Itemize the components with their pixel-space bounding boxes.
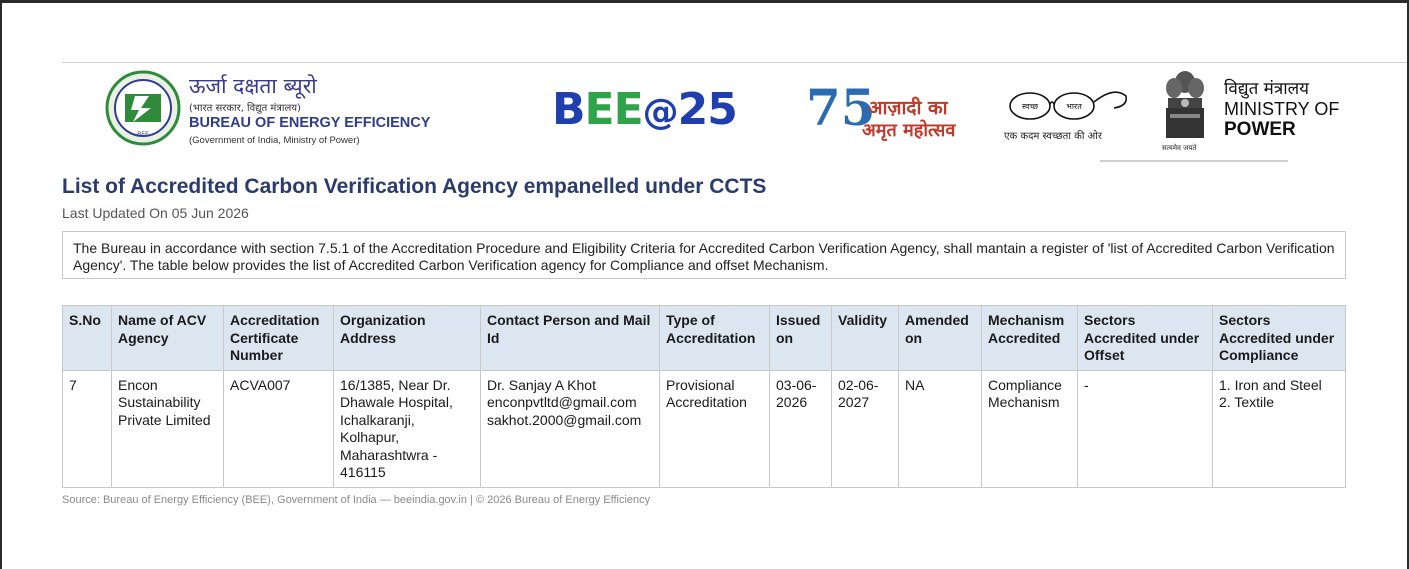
power-label: POWER [1224,119,1296,140]
bee-logo[interactable] [105,70,445,150]
ministry-of-label: MINISTRY OF [1224,99,1340,119]
table-header-row [63,306,1346,371]
header-type-of-accreditation: Type of Accreditation [660,306,770,371]
contact-email-1[interactable]: enconpvtltd@gmail.com [487,394,637,410]
header-sno: S.No [63,306,112,371]
bharat-word: भारत [1066,102,1082,111]
header-issued-on: Issued on [770,306,832,371]
azadi-line2: अमृत महोत्सव [862,120,956,141]
azadi-line1: आज़ादी का [868,97,948,119]
page-title: List of Accredited Carbon Verification Agency empanelled under CCTS [62,175,767,198]
bee-emblem-icon [105,70,181,146]
bee-hindi-name: ऊर्जा दक्षता ब्यूरो [189,74,317,98]
cell-organization-address: 16/1385, Near Dr. Dhawale Hospital, Ichalkaranji, Kolhapur, Maharashtwra - 416115 [334,370,481,487]
bee25-ee: EE [584,84,643,135]
footer-source-text: Source: Bureau of Energy Efficiency (BEE), Government of India — beeindia.gov.in | © 2026 Bureau of Energy Efficiency [62,494,651,506]
cell-contact-person [481,370,660,487]
compliance-sector-item: 1. Iron and Steel [1219,376,1322,393]
azadi-ka-amrit-mahotsav-logo[interactable] [806,80,971,142]
cell-validity: 02-06-2027 [832,370,899,487]
cell-mechanism: Compliance Mechanism [982,370,1078,487]
contact-email-2[interactable]: sakhot.2000@gmail.com [487,411,642,428]
bee-english-name: BUREAU OF ENERGY EFFICIENCY [189,115,431,131]
national-emblem-icon [1160,68,1210,146]
header-organization-address: Organization Address [334,306,481,371]
header-agency-name: Name of ACV Agency [112,306,224,371]
cell-amended-on: NA [899,370,982,487]
swachh-tagline: एक कदम स्वच्छता की ओर [1004,131,1102,142]
cell-agency-name: Encon Sustainability Private Limited [112,370,224,487]
header-compliance-sectors: Sectors Accredited under Compliance [1213,306,1346,371]
bee25-number: 25 [677,84,737,135]
cell-offset-sectors: - [1078,370,1213,487]
bee25-at: @ [642,92,678,133]
bee25-logo[interactable] [552,82,737,141]
compliance-sector-item: 2. Textile [1219,394,1274,410]
table-row [63,370,1346,487]
ministry-of-power-logo[interactable] [1160,68,1350,158]
cell-type-of-accreditation: Provisional Accreditation [660,370,770,487]
contact-name: Dr. Sanjay A Khot [487,376,596,393]
header-underline [1100,160,1288,162]
table-header [63,306,1346,371]
cell-sno: 7 [63,370,112,487]
table-body [63,370,1346,487]
bee25-b: B [552,84,585,135]
cell-compliance-sectors [1213,370,1346,487]
header-amended-on: Amended on [899,306,982,371]
description-box: The Bureau in accordance with section 7.5.1 of the Accreditation Procedure and Eligibility Criteria for Accredited Carbon Verification Agency, shall mantain a register of 'list of Accredited Carbon Verification Agency'. The table below provides the list of Accredited Carbon Verification agency for Compliance and offset Mechanism. [62,231,1346,279]
spectacles-icon [1004,84,1134,126]
bee-govt-line: (Government of India, Ministry of Power) [189,135,360,146]
acv-table [62,305,1346,488]
ministry-hindi-name: विद्युत मंत्रालय [1224,79,1309,99]
cell-issued-on: 03-06-2026 [770,370,832,487]
azadi-75-number: 75 [806,78,876,137]
last-updated-text: Last Updated On 05 Jun 2026 [62,205,249,221]
window-left-border [0,0,2,569]
header-offset-sectors: Sectors Accredited under Offset [1078,306,1213,371]
swachh-bharat-logo[interactable] [1004,84,1134,144]
header-mechanism: Mechanism Accredited [982,306,1078,371]
bee-hindi-subtitle: (भारत सरकार, विद्युत मंत्रालय) [189,103,301,114]
header-certificate-number: Accreditation Certificate Number [224,306,334,371]
header-contact-person: Contact Person and Mail Id [481,306,660,371]
satyameva-jayate-motto: सत्यमेव जयते [1162,144,1197,152]
swachh-word: स्वच्छ [1021,102,1039,111]
window-top-border [0,0,1409,3]
svg-text:BEE: BEE [137,131,149,138]
header-validity: Validity [832,306,899,371]
cell-certificate-number: ACVA007 [224,370,334,487]
